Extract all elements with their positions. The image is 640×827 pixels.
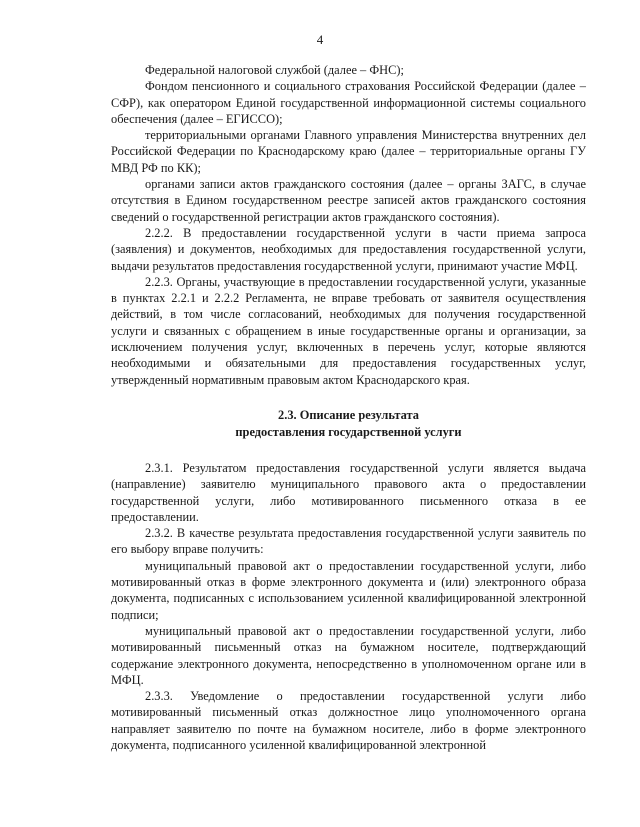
paragraph: Фондом пенсионного и социального страхования Российской Федерации (далее – СФР), как оператором Единой государственной информационной системы социального обеспечения (далее – ЕГИССО); <box>111 79 586 126</box>
paragraph: муниципальный правовой акт о предоставлении государственной услуги, либо мотивированный письменный отказ на бумажном носителе, подтверждающий содержание электронного документа, непосредственно в уполномоченном органе или в МФЦ. <box>111 623 586 687</box>
page-number: 4 <box>316 32 324 47</box>
section-heading <box>111 407 586 441</box>
paragraph: органами записи актов гражданского состояния (далее – органы ЗАГС, в случае отсутствия в Едином государственном реестре записей актов гражданского состояния сведений о государственной регистрации актов гражданского состояния). <box>111 177 586 224</box>
paragraph: территориальными органами Главного управления Министерства внутренних дел Российской Федерации по Краснодарскому краю (далее – территориальные органы ГУ МВД РФ по КК); <box>111 128 586 175</box>
paragraph: 2.3.2. В качестве результата предоставления государственной услуги заявитель по его выбору вправе получить: <box>111 526 586 557</box>
paragraph: муниципальный правовой акт о предоставлении государственной услуги, либо мотивированный отказ в форме электронного документа и (или) электронного образа документа, подписанных с использованием усиленной квалифицированной электронной подписи; <box>111 558 586 622</box>
page-content <box>111 62 586 753</box>
paragraph: 2.2.3. Органы, участвующие в предоставлении государственной услуги, указанные в пунктах 2.2.1 и 2.2.2 Регламента, не вправе требовать от заявителя осуществления действий, в том числе согласований, необходимых для получения государственной услуги и связанных с обращением в иные государственные органы и организации, за исключением получения услуг, включенных в перечень услуг, которые являются необходимыми и обязательными для предоставления государственных услуг, утвержденный нормативным правовым актом Краснодарского края. <box>111 274 586 387</box>
section-heading-line: предоставления государственной услуги <box>235 424 462 439</box>
paragraph: 2.3.1. Результатом предоставления государственной услуги является выдача (направление) заявителю муниципального правового акта о предоставлении государственной услуги, либо мотивированного письменного отказа в ее предоставлении. <box>111 460 586 524</box>
paragraph: 2.2.2. В предоставлении государственной услуги в части приема запроса (заявления) и документов, необходимых для предоставления государственной услуги, выдачи результатов предоставления государственной услуги, принимают участие МФЦ. <box>111 225 586 273</box>
paragraph: Федеральной налоговой службой (далее – ФНС); <box>145 63 404 77</box>
section-heading-line: 2.3. Описание результата <box>278 407 419 422</box>
paragraph: 2.3.3. Уведомление о предоставлении государственной услуги либо мотивированный письменный отказ должностное лицо уполномоченного органа направляет заявителю по почте на бумажном носителе, либо в форме электронного документа, подписанного усиленной квалифицированной электронной <box>111 689 586 752</box>
